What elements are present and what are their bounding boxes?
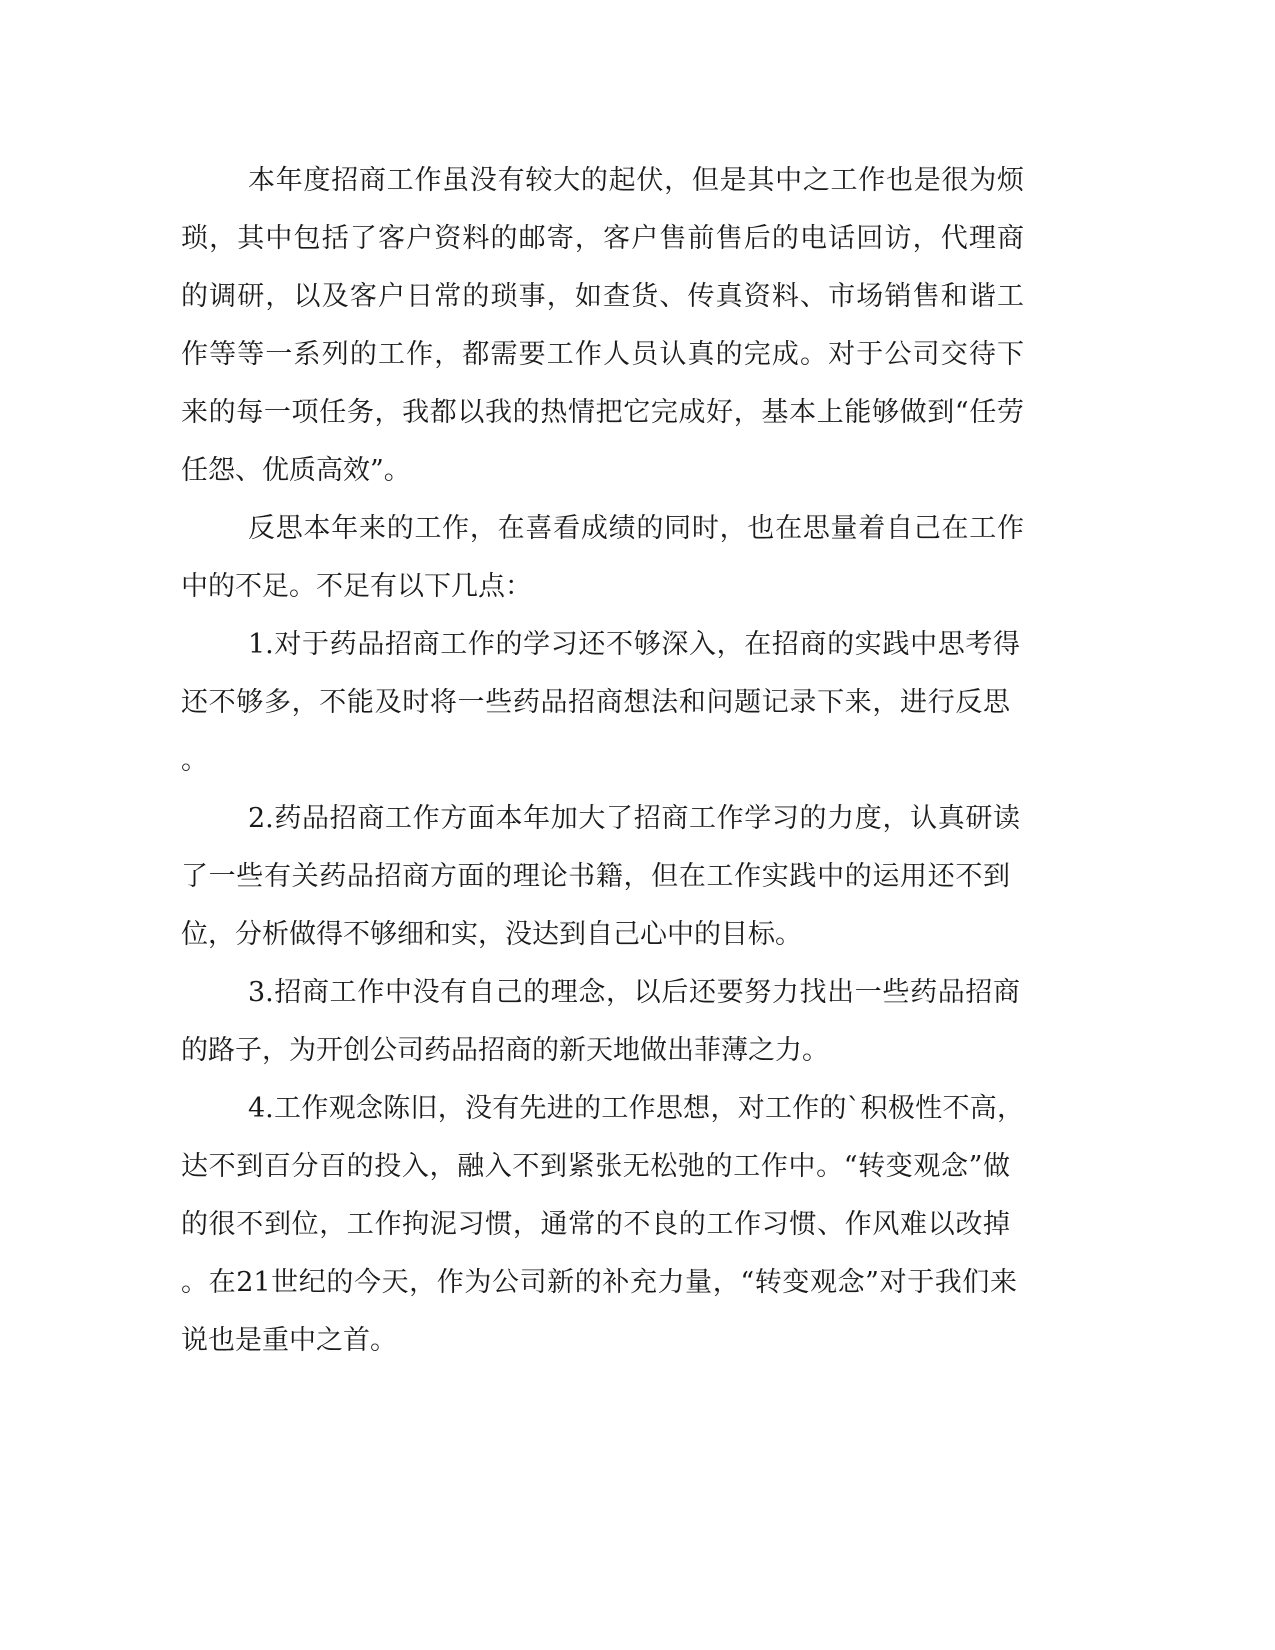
paragraph-line: 还不够多，不能及时将一些药品招商想法和问题记录下来，进行反思 [181, 687, 1010, 718]
paragraph-line: 说也是重中之首。 [181, 1325, 397, 1356]
paragraph-line: 。 [181, 745, 208, 776]
paragraph-line: 1.对于药品招商工作的学习还不够深入，在招商的实践中思考得 [248, 629, 1020, 660]
paragraph-line: 反思本年来的工作，在喜看成绩的同时，也在思量着自己在工作 [248, 513, 1024, 544]
paragraph-line: 的路子，为开创公司药品招商的新天地做出菲薄之力。 [181, 1035, 829, 1066]
paragraph-line: 3.招商工作中没有自己的理念，以后还要努力找出一些药品招商 [248, 977, 1020, 1008]
paragraph-line: 来的每一项任务，我都以我的热情把它完成好，基本上能够做到“任劳 [181, 397, 1024, 428]
paragraph-line: 达不到百分百的投入，融入不到紧张无松弛的工作中。“转变观念”做 [181, 1151, 1010, 1182]
paragraph-line: 。在21世纪的今天，作为公司新的补充力量，“转变观念”对于我们来 [181, 1267, 1017, 1298]
paragraph-line: 的调研，以及客户日常的琐事，如查货、传真资料、市场销售和谐工 [181, 281, 1024, 312]
paragraph-line: 中的不足。不足有以下几点： [181, 571, 532, 602]
paragraph-line: 4.工作观念陈旧，没有先进的工作思想，对工作的`积极性不高， [248, 1093, 1024, 1124]
paragraph-line: 本年度招商工作虽没有较大的起伏，但是其中之工作也是很为烦 [248, 165, 1024, 196]
paragraph-line: 了一些有关药品招商方面的理论书籍，但在工作实践中的运用还不到 [181, 861, 1010, 892]
paragraph-line: 任怨、优质高效”。 [181, 455, 411, 486]
paragraph-line: 琐，其中包括了客户资料的邮寄，客户售前售后的电话回访，代理商 [181, 223, 1024, 254]
paragraph-line: 的很不到位，工作拘泥习惯，通常的不良的工作习惯、作风难以改掉 [181, 1209, 1010, 1240]
paragraph-line: 位，分析做得不够细和实，没达到自己心中的目标。 [181, 919, 802, 950]
paragraph-line: 2.药品招商工作方面本年加大了招商工作学习的力度，认真研读 [248, 803, 1020, 834]
paragraph-line: 作等等一系列的工作，都需要工作人员认真的完成。对于公司交待下 [181, 339, 1024, 370]
